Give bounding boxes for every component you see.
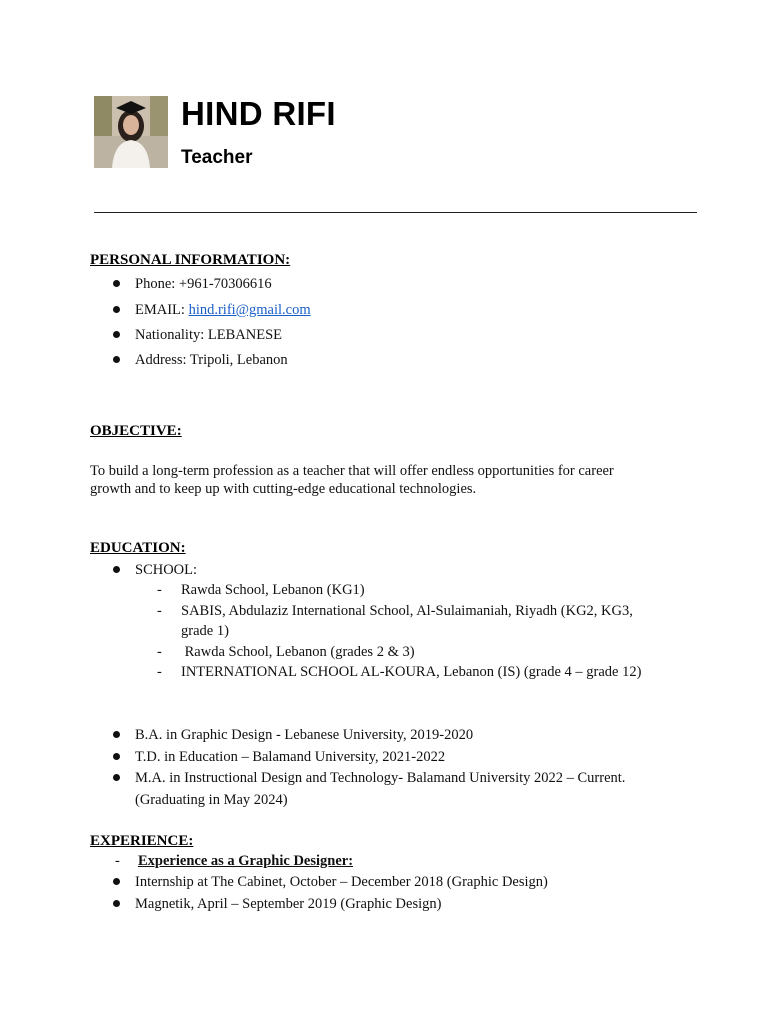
school-entry: Rawda School, Lebanon (grades 2 & 3) [181, 644, 415, 660]
bullet-icon [113, 753, 120, 760]
degree-item: T.D. in Education – Balamand University, 2021-2022 [135, 749, 446, 765]
address-value: Tripoli, Lebanon [189, 352, 288, 368]
bullet-icon [113, 306, 120, 313]
school-label: SCHOOL: [135, 562, 198, 578]
email-item [135, 300, 311, 320]
school-entry: SABIS, Abdulaziz International School, Al-Sulaimaniah, Riyadh (KG2, KG3, [181, 603, 633, 619]
header-divider [94, 212, 697, 213]
bullet-icon [113, 731, 120, 738]
objective-text [90, 462, 660, 498]
bullet-icon [113, 280, 120, 287]
school-entry: INTERNATIONAL SCHOOL AL-KOURA, Lebanon (IS) (grade 4 – grade 12) [181, 664, 642, 680]
profile-photo-image [94, 96, 168, 168]
candidate-name: HIND RIFI [181, 95, 336, 132]
school-entry-continued: grade 1) [181, 623, 229, 639]
bullet-icon [113, 878, 120, 885]
bullet-icon [113, 900, 120, 907]
address-label: Address: [135, 352, 190, 368]
dash-marker: - [157, 603, 162, 619]
bullet-icon [113, 356, 120, 363]
bullet-icon [113, 774, 120, 781]
dash-marker: - [157, 664, 162, 680]
degree-item: M.A. in Instructional Design and Technology- Balamand University 2022 – Current. [135, 770, 626, 786]
email-label: EMAIL: [135, 302, 189, 318]
dash-marker: - [157, 644, 162, 660]
experience-heading: EXPERIENCE: [90, 833, 194, 849]
dash-marker: - [157, 582, 162, 598]
bullet-icon [113, 566, 120, 573]
address-item [135, 350, 288, 370]
experience-item: Internship at The Cabinet, October – December 2018 (Graphic Design) [135, 874, 548, 890]
phone-value: +961-70306616 [178, 276, 272, 292]
personal-information-heading: PERSONAL INFORMATION: [90, 252, 291, 268]
school-entry: Rawda School, Lebanon (KG1) [181, 582, 365, 598]
objective-heading: OBJECTIVE: [90, 423, 182, 439]
email-link[interactable]: hind.rifi@gmail.com [188, 302, 311, 318]
dash-marker: - [115, 853, 120, 869]
objective-line: To build a long-term profession as a teacher that will offer endless opportunities for career [90, 463, 614, 479]
nationality-item [135, 325, 282, 345]
phone-label: Phone: [135, 276, 179, 292]
education-heading: EDUCATION: [90, 540, 186, 556]
profile-photo [94, 96, 168, 168]
experience-subheading: Experience as a Graphic Designer: [138, 853, 354, 869]
nationality-label: Nationality: [135, 327, 208, 343]
degree-item-continued: (Graduating in May 2024) [135, 792, 288, 808]
candidate-title: Teacher [181, 147, 253, 168]
experience-item: Magnetik, April – September 2019 (Graphic Design) [135, 896, 442, 912]
phone-item [135, 274, 272, 294]
degree-item: B.A. in Graphic Design - Lebanese University, 2019-2020 [135, 727, 474, 743]
bullet-icon [113, 331, 120, 338]
nationality-value: LEBANESE [207, 327, 282, 343]
objective-line: growth and to keep up with cutting-edge educational technologies. [90, 481, 477, 497]
